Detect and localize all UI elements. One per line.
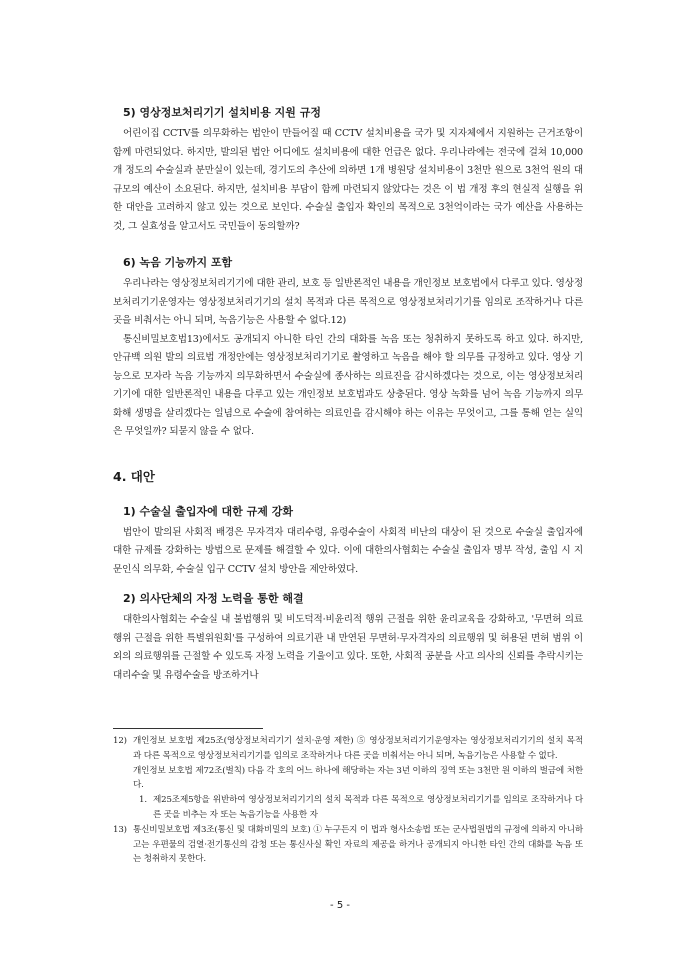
page-number: - 5 - — [330, 900, 350, 911]
section-heading-recording: 6) 녹음 기능까지 포함 — [123, 256, 233, 269]
footnote-13 — [113, 823, 583, 867]
paragraph-access-control: 법안이 발의된 사회적 배경은 무자격자 대리수령, 유령수술이 사회적 비난의 대상이 된 것으로 수술실 출입자에 대한 규제를 강화하는 방법으로 문제를 해결할 수 있다. 이에 대한의사협회는 수술실 출입자 명부 작성, 출입 시 지문인식 의무화, 수술실 입구 CCTV 설치 방안을 제안하였다. — [113, 526, 583, 575]
footnote-number: 12) — [113, 736, 127, 746]
paragraph-self-regulation: 대한의사협회는 수술실 내 불법행위 및 비도덕적·비윤리적 행위 근절을 위한 윤리교육을 강화하고, '무면허 의료행위 근절을 위한 특별위원회'를 구성하여 의료기관 내 만연된 무면허·무자격자의 의료행위 및 허용된 면허 범위 이외의 의료행위를 근절할 수 있도록 자정 노력을 기울이고 있다. 또한, 사회적 공분을 사고 의사의 신뢰를 추락시키는 대리수술 및 유령수술을 방조하거나 — [113, 614, 583, 681]
footnotes — [113, 734, 583, 867]
paragraph-recording-1: 우리나라는 영상정보처리기기에 대한 관리, 보호 등 일반론적인 내용을 개인정보 보호법에서 다루고 있다. 영상정보처리기기운영자는 영상정보처리기기의 설치 목적과 다른 목적으로 영상정보처리기기를 임의로 조작하거나 다른 곳을 비춰서는 아니 되며, 녹음기능은 사용할 수 없다.12) — [113, 278, 584, 326]
footnote-number: 13) — [113, 824, 127, 835]
paragraph-recording-2: 통신비밀보호법13)에서도 공개되지 아니한 타인 간의 대화를 녹음 또는 청취하지 못하도록 하고 있다. 하지만, 안규백 의원 발의 의료법 개정안에는 영상정보처리기기로 촬영하고 녹음을 해야 할 의무를 규정하고 있다. 영상 기능으로 모자라 녹음 기능까지 의무화하면서 수술실에 종사하는 의료진을 감시하겠다는 것으로, 이는 영상정보처리기기에 대한 일반론적인 내용을 다루고 있는 개인정보 보호법과도 상충된다. 영상 녹화를 넘어 녹음 기능까지 의무화해 생명을 살리겠다는 일념으로 수술에 참여하는 의료인을 감시해야 하는 이유는 무엇이고, 그를 통해 얻는 실익은 무엇일까? 되묻지 않을 수 없다. — [113, 333, 583, 437]
list-item-text: 제25조제5항을 위반하여 영상정보처리기기의 설치 목적과 다른 목적으로 영상정보처리기기를 임의로 조작하거나 다른 곳을 비추는 자 또는 녹음기능을 사용한 자 — [153, 795, 583, 820]
page-body — [113, 105, 583, 685]
paragraph-installation-cost: 어린이집 CCTV를 의무화하는 법안이 만들어질 때 CCTV 설치비용을 국가 및 지자체에서 지원하는 근거조항이 함께 마련되었다. 하지만, 발의된 법안 어디에도 설치비용에 대한 언급은 없다. 우리나라에는 전국에 걸쳐 10,000개 정도의 수술실과 분만실이 있는데, 경기도의 추산에 의하면 1개 병원당 설치비용이 3천만 원으로 3천억 원의 대규모의 예산이 소요된다. 하지만, 설치비용 부담이 함께 마련되지 않았다는 것은 이 법 개정 후의 현실적 실행을 위한 대안을 고려하지 않고 있는 것으로 보인다. 수술실 출입자 확인의 목적으로 3천억이라는 국가 예산을 사용하는 것, 그 실효성을 알고서도 국민들이 동의할까? — [113, 128, 583, 232]
footnote-text: 개인정보 보호법 제25조(영상정보처리기기 설치·운영 제한) ⑤ 영상정보처리기기운영자는 영상정보처리기기의 설치 목적과 다른 목적으로 영상정보처리기기를 임의로 조작하거나 다른 곳을 비춰서는 아니 되며, 녹음기능은 사용할 수 없다. — [133, 736, 583, 761]
chapter-heading-alternatives: 4. 대안 — [113, 468, 155, 484]
section-heading-installation-cost: 5) 영상정보처리기기 설치비용 지원 규정 — [123, 106, 322, 119]
section-heading-self-regulation: 2) 의사단체의 자정 노력을 통한 해결 — [123, 592, 304, 605]
footnote-12-penalty: 개인정보 보호법 제72조(벌칙) 다음 각 호의 어느 하나에 해당하는 자는 3년 이하의 징역 또는 3천만 원 이하의 벌금에 처한다. — [133, 765, 583, 791]
list-item-number: 1. — [139, 795, 147, 806]
footnote-divider — [113, 728, 263, 729]
footnote-text: 통신비밀보호법 제3조(통신 및 대화비밀의 보호) ① 누구든지 이 법과 형사소송법 또는 군사법원법의 규정에 의하지 아니하고는 우편물의 검열·전기통신의 감청 또는 통신사실 확인 자료의 제공을 하거나 공개되지 아니한 타인 간의 대화를 녹음 또는 청취하지 못한다. — [133, 824, 583, 865]
section-heading-access-control: 1) 수술실 출입자에 대한 규제 강화 — [123, 504, 293, 518]
footnote-12 — [113, 734, 583, 764]
footnote-12-list-item — [113, 793, 583, 823]
